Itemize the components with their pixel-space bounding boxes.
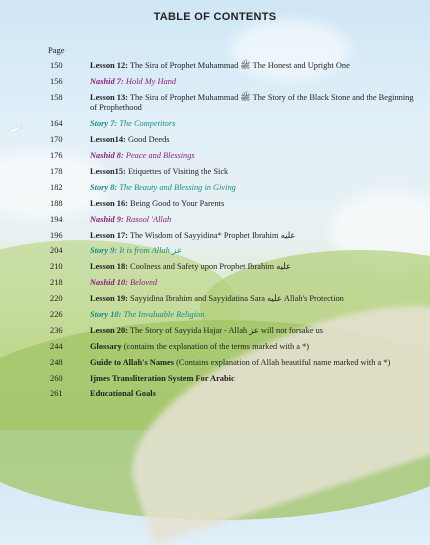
toc-entry-text: (Contains explanation of Allah beautiful name marked with a *) (174, 357, 391, 367)
toc-page-number: 261 (50, 389, 63, 399)
toc-entry[interactable] (0, 59, 430, 75)
toc-entry-title (90, 246, 415, 257)
toc-entry[interactable] (0, 181, 430, 197)
toc-entry-title (90, 326, 415, 337)
toc-entry-label: Lesson 12: (90, 61, 128, 70)
toc-entry[interactable] (0, 340, 430, 356)
toc-entry-title (90, 119, 415, 130)
toc-entry-text: Hold My Hand (123, 76, 177, 86)
toc-entry-label: Story 8: (90, 182, 118, 192)
toc-entry-label: Glossary (90, 341, 122, 351)
toc-entry-text: The Invaluable Religion (121, 309, 205, 319)
toc-entry[interactable] (0, 276, 430, 292)
toc-page-number: 164 (50, 119, 63, 129)
toc-entry-label: Nashid 7: (90, 76, 124, 86)
toc-page-number: 204 (50, 246, 63, 256)
toc-entry-label: Lesson15: (90, 166, 126, 176)
toc-entry-text: Being Good to Your Parents (127, 198, 225, 208)
toc-entry-text: Sayyidina Ibrahim and Sayyidatina Sara عليه Allah's Protection (127, 294, 344, 304)
toc-entry-label: Story 7: (90, 119, 118, 129)
toc-entry-text: Etiquettes of Visiting the Sick (125, 166, 229, 176)
toc-entry-text: Rasool 'Allah (123, 214, 172, 224)
toc-entry[interactable] (0, 387, 430, 403)
toc-entry-label: Guide to Allah's Names (90, 357, 174, 367)
toc-page-number: 196 (50, 230, 63, 240)
toc-entry-label: Lesson 19: (90, 294, 128, 304)
toc-entry-text: The Sira of Prophet Muhammad ﷺ The Story of the Black Stone and the Beginning of Prophethood (90, 92, 414, 113)
toc-entry-label: Story 10: (90, 309, 122, 319)
toc-entry-text: Beloved (127, 278, 158, 288)
toc-entry-title (90, 374, 415, 385)
toc-entry[interactable] (0, 229, 430, 245)
toc-entry-title (90, 167, 415, 178)
toc-entry-label: Lesson 13: (90, 92, 128, 102)
toc-entry-label: Educational Goals (90, 389, 156, 399)
toc-page-number: 156 (50, 76, 63, 86)
toc-entry-text: Coolness and Safety upon Prophet Ibrahim عليه (127, 262, 291, 272)
toc-entry-title (90, 183, 415, 194)
toc-entry-text: (contains the explanation of the terms marked with a *) (121, 341, 310, 351)
toc-entry[interactable] (0, 133, 430, 149)
toc-page-number: 248 (50, 357, 63, 367)
toc-entry-label: Lesson 18: (90, 262, 128, 272)
toc-page-number: 218 (50, 278, 63, 288)
toc-entry-label: Lesson 16: (90, 198, 128, 208)
toc-entry-title (90, 135, 415, 146)
toc-entry[interactable] (0, 244, 430, 260)
toc-entry-title (90, 389, 415, 400)
toc-entry[interactable] (0, 197, 430, 213)
toc-entry-label: Nashid 9: (90, 214, 124, 224)
toc-page-number: 150 (50, 61, 63, 70)
toc-entry-text: The Wisdom of Sayyidina* Prophet Ibrahim عليه (127, 230, 296, 240)
toc-page-number: 210 (50, 262, 63, 272)
toc-entry-title (90, 61, 415, 72)
toc-entry[interactable] (0, 165, 430, 181)
toc-page-number: 188 (50, 198, 63, 208)
page-title: TABLE OF CONTENTS (153, 11, 277, 23)
toc-entry-text: Good Deeds (125, 135, 170, 145)
toc-entry-label: Lesson 20: (90, 325, 128, 335)
toc-entry-title (90, 77, 415, 88)
toc-entry-label: Nashid 10: (90, 278, 128, 288)
toc-page-number: 194 (50, 214, 63, 224)
toc-entry-title (90, 93, 415, 114)
toc-entry-label: Lesson14: (90, 135, 126, 145)
toc-entry[interactable] (0, 356, 430, 372)
toc-entry-label: Story 9: (90, 246, 118, 256)
toc-entry-title (90, 199, 415, 210)
toc-entry-title (90, 358, 415, 369)
toc-page-number: 176 (50, 151, 63, 161)
toc-entry[interactable] (0, 117, 430, 133)
toc-entry[interactable] (0, 292, 430, 308)
toc-entry-label: Lesson 17: (90, 230, 128, 240)
toc-page-number: 244 (50, 341, 63, 351)
page-column-header: Page (48, 45, 65, 55)
toc-entry-title (90, 294, 415, 305)
toc-page-number: 158 (50, 92, 63, 102)
toc-entry-title (90, 151, 415, 162)
toc-entry-text: Peace and Blessings (123, 151, 195, 161)
toc-entry-text: The Beauty and Blessing in Giving (117, 182, 236, 192)
toc-page-number: 220 (50, 294, 63, 304)
toc-entry[interactable] (0, 75, 430, 91)
toc-page-number: 260 (50, 373, 63, 383)
toc-entry[interactable] (0, 91, 430, 117)
toc-entry-text: The Sira of Prophet Muhammad ﷺ The Honest and Upright One (127, 61, 350, 70)
toc-entry-title (90, 342, 415, 353)
toc-entry-text: It is from Allah عز (117, 246, 182, 256)
toc-entry-title (90, 278, 415, 289)
toc-entry-title (90, 231, 415, 242)
toc-page-number: 178 (50, 166, 63, 176)
toc-entry-label: Nashid 8: (90, 151, 124, 161)
toc-entry[interactable] (0, 324, 430, 340)
toc-entry-title (90, 262, 415, 273)
toc-page-number: 182 (50, 182, 63, 192)
toc-entry[interactable] (0, 308, 430, 324)
toc-entry[interactable] (0, 260, 430, 276)
toc-entry-label: Ijmes Transliteration System For Arabic (90, 373, 235, 383)
toc-entry[interactable] (0, 213, 430, 229)
toc-list (0, 59, 430, 403)
toc-page-number: 226 (50, 309, 63, 319)
toc-entry[interactable] (0, 149, 430, 165)
toc-entry-title (90, 215, 415, 226)
toc-page-number: 236 (50, 325, 63, 335)
toc-entry-title (90, 310, 415, 321)
toc-entry-text: The Story of Sayyida Hajar - Allah عز will not forsake us (127, 325, 324, 335)
toc-entry-text: The Competitors (117, 119, 176, 129)
toc-entry[interactable] (0, 372, 430, 388)
toc-page-number: 170 (50, 135, 63, 145)
